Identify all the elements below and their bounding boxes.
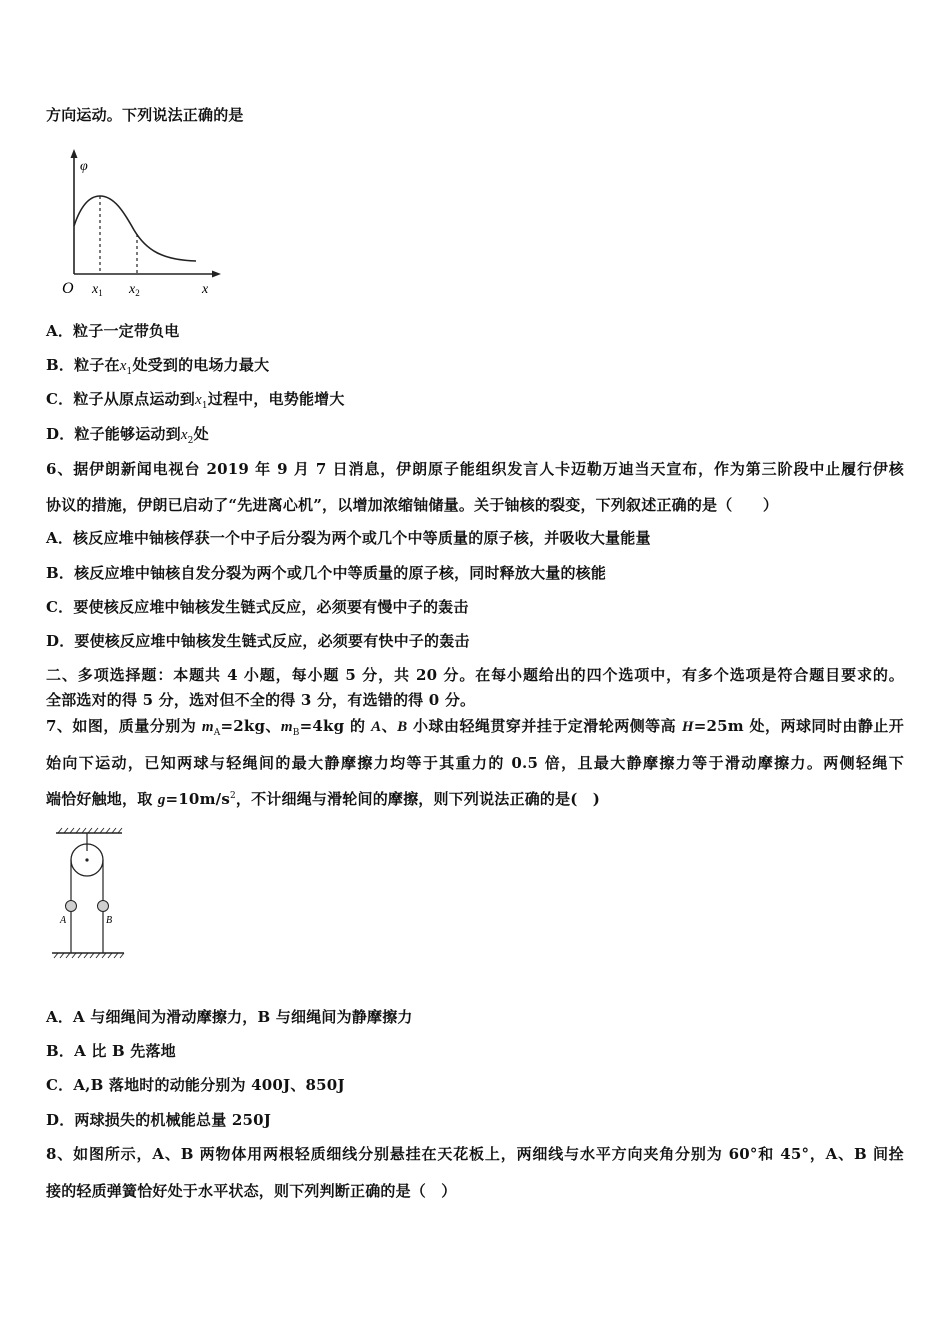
potential-curve-figure [56, 146, 226, 298]
q6-stem-line2: 协议的措施，伊朗已启动了“先进离心机”，以增加浓缩铀储量。关于铀核的裂变，下列叙述正确的是（ ） [46, 496, 779, 514]
ball-a-label: A [60, 915, 67, 926]
q7-stem-line2: 始向下运动，已知两球与轻绳间的最大静摩擦力均等于其重力的 0.5 倍，且最大静摩擦力等于滑动摩擦力。两侧轻绳下 [46, 754, 904, 772]
origin-label: O [62, 280, 74, 297]
ball-b-label: B [106, 915, 113, 926]
q7-stem-line1: 7、如图，质量分别为 $m_A=2kg$、$m_B=4kg$ 的 A、B 小球由轻绳贯穿并挂于定滑轮两侧等高 H=25m 处，两球同时由静止开 [46, 717, 904, 738]
pulley-figure [50, 826, 126, 964]
q7-option-a[interactable]: A．A 与细绳间为滑动摩擦力，B 与细绳间为静摩擦力 [46, 1008, 413, 1026]
q5-stem-tail: 方向运动。下列说法正确的是 [46, 106, 244, 124]
q5-option-c[interactable]: C．粒子从原点运动到$x_1$过程中，电势能增大 [46, 390, 345, 411]
q7-option-c[interactable]: C．A,B 落地时的动能分别为 400J、850J [46, 1076, 345, 1094]
section2-heading-line1: 二、多项选择题：本题共 4 小题，每小题 5 分，共 20 分。在每小题给出的四个选项中，有多个选项是符合题目要求的。 [46, 666, 904, 684]
q6-option-a[interactable]: A．核反应堆中铀核俘获一个中子后分裂为两个或几个中等质量的原子核，并吸收大量能量 [46, 529, 651, 547]
x2-tick-label: $x_2$ [129, 282, 140, 298]
q5-option-a[interactable]: A．粒子一定带负电 [46, 322, 180, 340]
q6-option-d[interactable]: D．要使核反应堆中铀核发生链式反应，必须要有快中子的轰击 [46, 632, 470, 650]
x-axis-label: x [202, 282, 209, 297]
q7-option-b[interactable]: B．A 比 B 先落地 [46, 1042, 176, 1060]
q6-stem-line1: 6、据伊朗新闻电视台 2019 年 9 月 7 日消息，伊朗原子能组织发言人卡迈勒万迪当天宣布，作为第三阶段中止履行伊核 [46, 460, 904, 478]
q8-stem-line1: 8、如图所示，A、B 两物体用两根轻质细线分别悬挂在天花板上，两细线与水平方向夹角分别为 60°和 45°，A、B 间拴 [46, 1145, 904, 1163]
q8-stem-line2: 接的轻质弹簧恰好处于水平状态，则下列判断正确的是（ ） [46, 1182, 457, 1200]
phi-axis-label: φ [80, 159, 88, 174]
section2-heading-line2: 全部选对的得 5 分，选对但不全的得 3 分，有选错的得 0 分。 [46, 691, 476, 709]
x1-tick-label: $x_1$ [92, 282, 103, 298]
q5-option-d[interactable]: D．粒子能够运动到$x_2$处 [46, 425, 209, 446]
q6-option-c[interactable]: C．要使核反应堆中铀核发生链式反应，必须要有慢中子的轰击 [46, 598, 469, 616]
q7-stem-line3: 端恰好触地，取 $g=10m/s^2$，不计细绳与滑轮间的摩擦，则下列说法正确的是( ) [46, 790, 601, 808]
q7-option-d[interactable]: D．两球损失的机械能总量 250J [46, 1111, 272, 1129]
q5-option-b[interactable]: B．粒子在$x_1$处受到的电场力最大 [46, 356, 270, 377]
q6-option-b[interactable]: B．核反应堆中铀核自发分裂为两个或几个中等质量的原子核，同时释放大量的核能 [46, 564, 607, 582]
